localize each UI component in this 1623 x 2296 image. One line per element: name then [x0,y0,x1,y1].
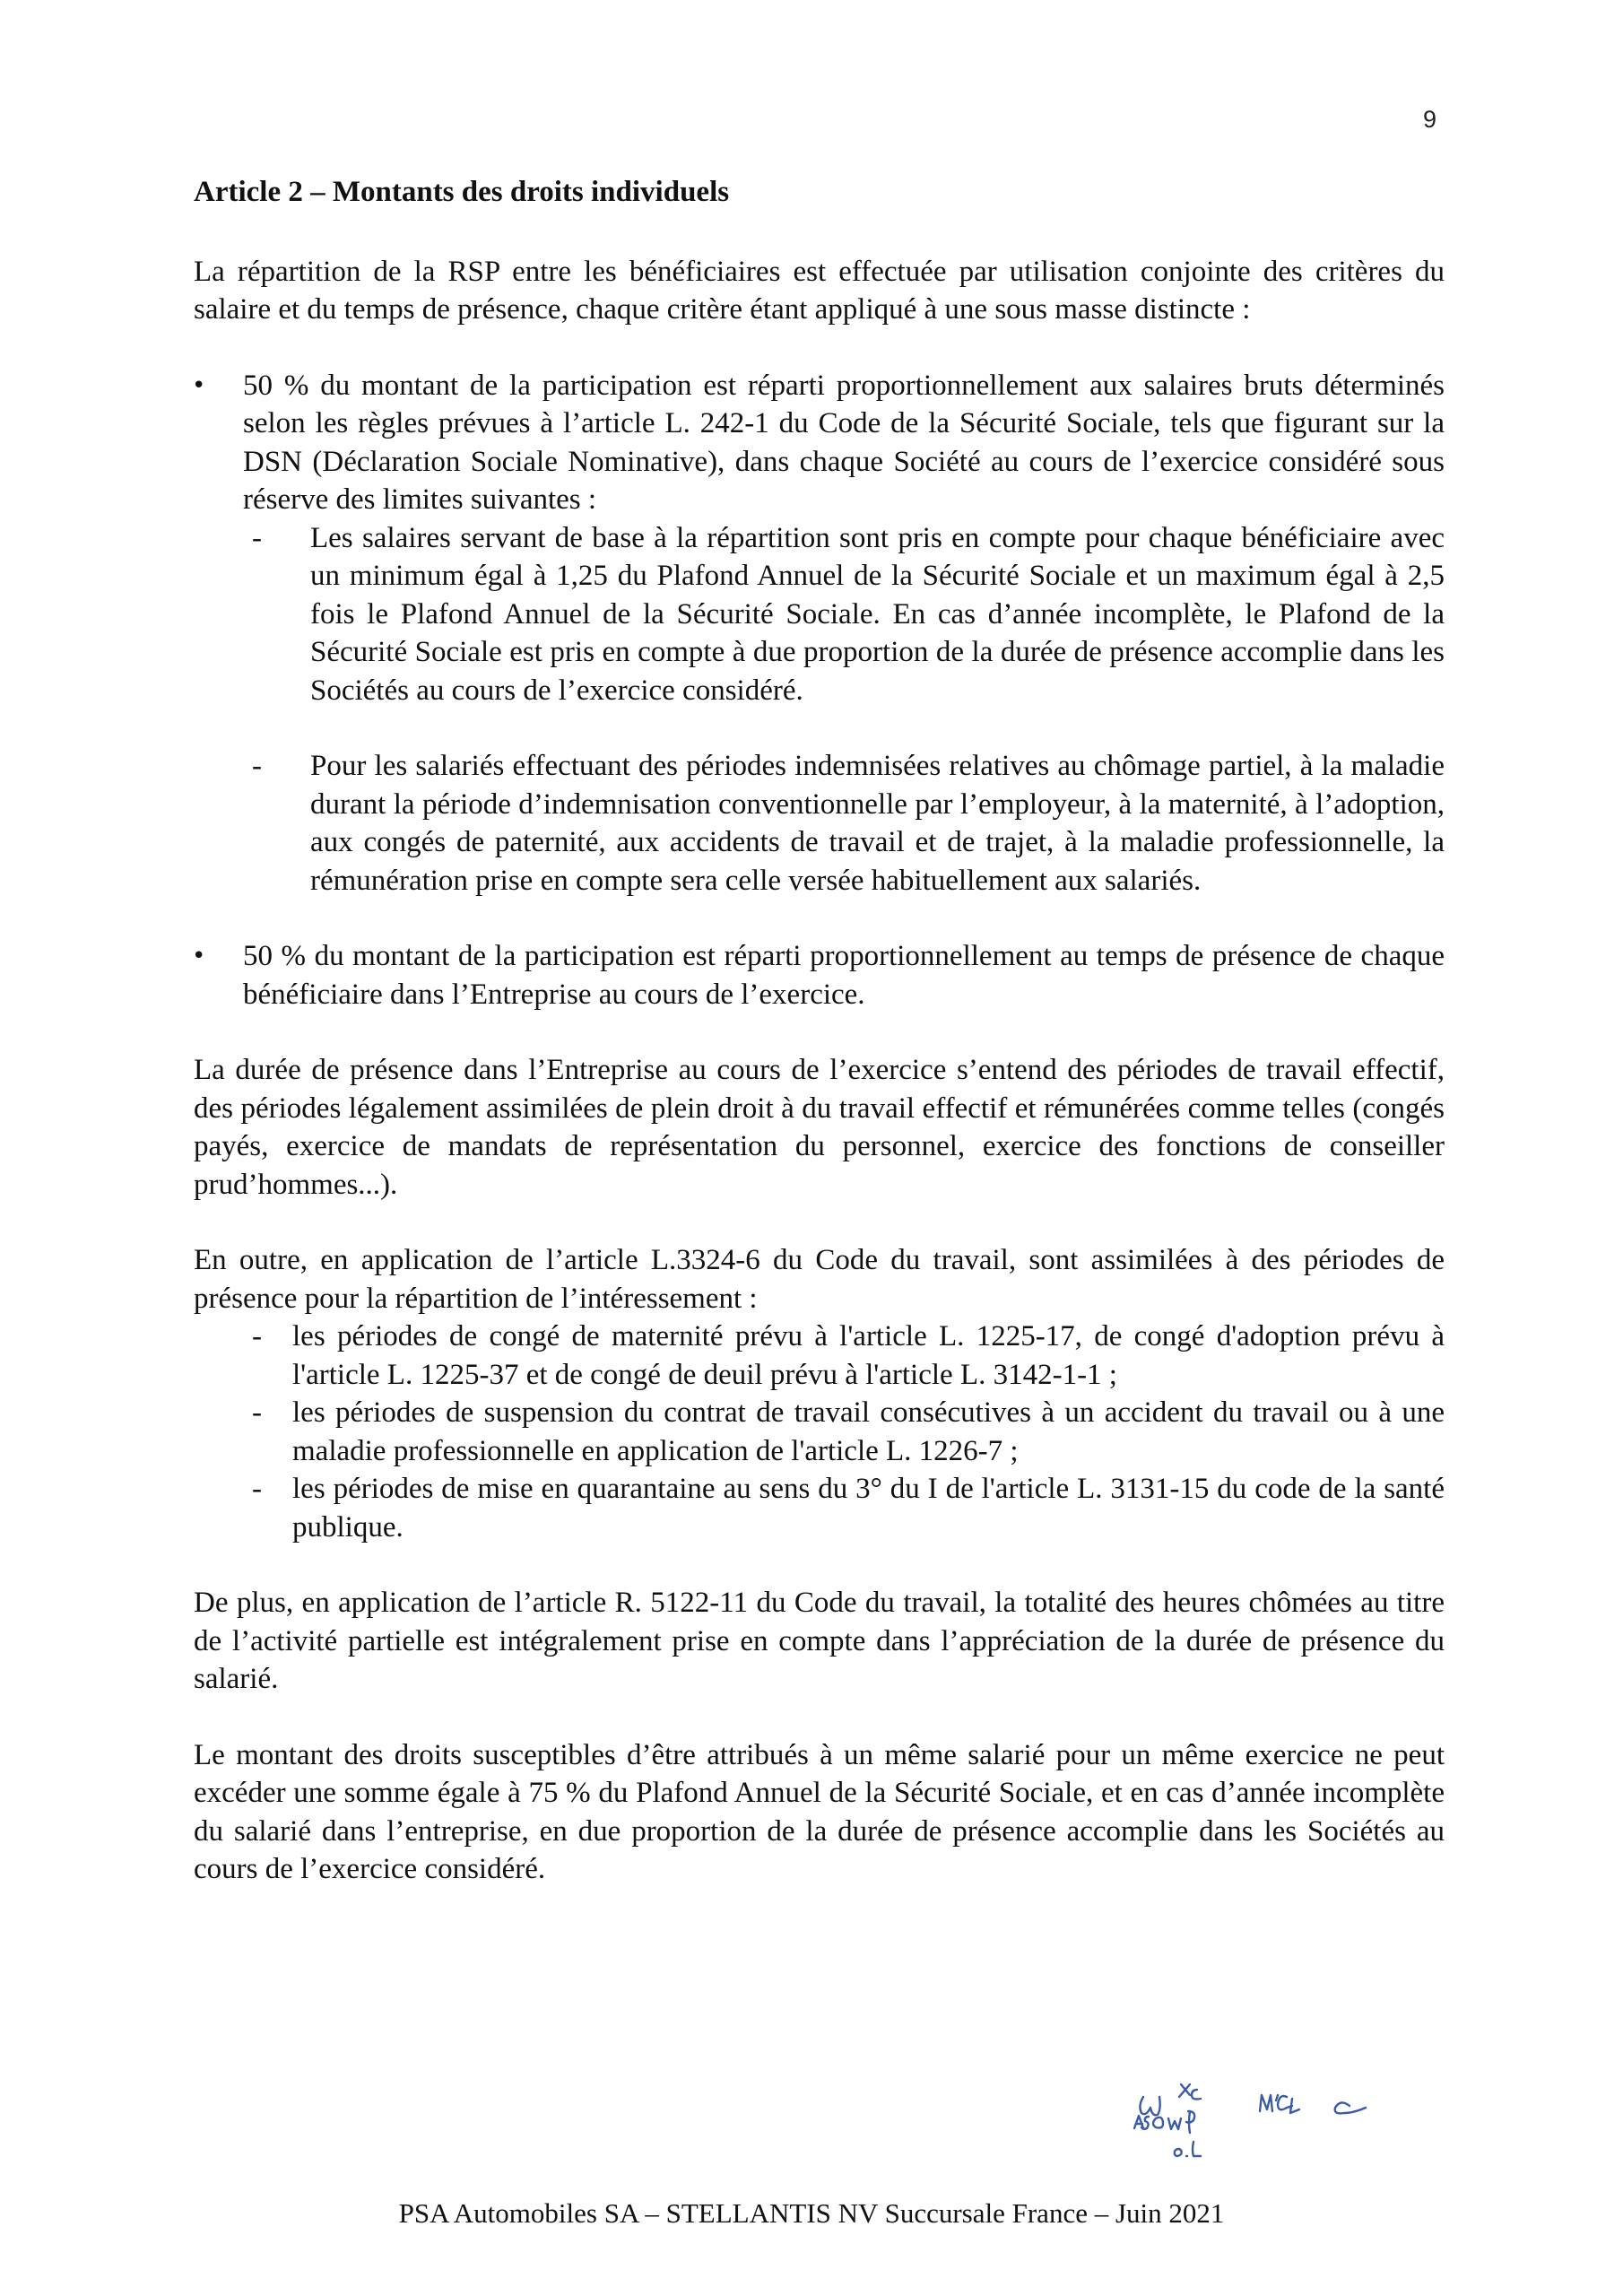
dash-mark: - [252,1473,262,1505]
list-item-text: les périodes de mise en quarantaine au sens du 3° du I de l'article L. 3131-15 du code de la santé publique. [292,1473,1445,1544]
bullet-text: 50 % du montant de la participation est réparti proportionnellement aux salaires bruts déterminés selon les règles prévues à l’article L. 242-1 du Code de la Sécurité Sociale, tels que figurant sur la DSN (Déclaration Sociale Nominative), dans chaque Société au cours de l’exercice considéré sous réserve des limites suivantes : [243,369,1445,516]
assimilated-periods-paragraph: En outre, en application de l’article L.3324-6 du Code du travail, sont assimilées à des périodes de présence pour la répartition de l’intéressement : [194,1244,1445,1315]
list-item [194,747,1445,900]
list-item [194,1318,1445,1394]
list-item [194,519,1445,710]
bullet-item-presence [194,937,1445,1013]
dash-mark: - [252,750,262,782]
dash-mark: - [252,1320,262,1352]
list-item [194,1470,1445,1546]
assimilated-periods-list [194,1318,1445,1546]
list-item-text: les périodes de congé de maternité prévu à l'article L. 1225-17, de congé d'adoption prévu à l'article L. 1225-37 et de congé de deuil prévu à l'article L. 3142-1-1 ; [292,1320,1445,1391]
list-item-text: Les salaires servant de base à la répartition sont pris en compte pour chaque bénéficiaire avec un minimum égal à 1,25 du Plafond Annuel de la Sécurité Sociale et un maximum égal à 2,5 fois le Plafond Annuel de la Sécurité Sociale. En cas d’année incomplète, le Plafond de la Sécurité Sociale est pris en compte à due proportion de la durée de présence accomplie dans les Sociétés au cours de l’exercice considéré. [310,521,1445,707]
article-heading: Article 2 – Montants des droits individuels [194,176,730,208]
ceiling-paragraph: Le montant des droits susceptibles d’être attribués à un même salarié pour un même exercice ne peut excéder une somme égale à 75 % du Plafond Annuel de la Sécurité Sociale, et en cas d’année incomplète du salarié dans l’entreprise, en due proportion de la durée de présence accomplie dans les Sociétés au cours de l’exercice considéré. [194,1738,1445,1885]
list-item [194,1394,1445,1470]
page-footer: PSA Automobiles SA – STELLANTIS NV Succursale France – Juin 2021 [398,2197,1225,2229]
salary-limits-list [194,519,1445,900]
partial-activity-paragraph: De plus, en application de l’article R. 5122-11 du Code du travail, la totalité des heures chômées au titre de l’activité partielle est intégralement prise en compte dans l’appréciation de la durée de présence du salarié. [194,1587,1445,1695]
list-item-text: Pour les salariés effectuant des périodes indemnisées relatives au chômage partiel, à la maladie durant la période d’indemnisation conventionnelle par l’employeur, à la maternité, à l’adoption, aux congés de paternité, aux accidents de travail et de trajet, à la maladie professionnelle, la rémunération prise en compte sera celle versée habituellement aux salariés. [310,750,1445,897]
page-number: 9 [1422,106,1436,133]
bullet-icon: • [192,943,206,970]
bullet-text: 50 % du montant de la participation est réparti proportionnellement au temps de présence de chaque bénéficiaire dans l’Entreprise au cours de l’exercice. [243,940,1445,1011]
presence-duration-paragraph: La durée de présence dans l’Entreprise au cours de l’exercice s’entend des périodes de travail effectif, des périodes légalement assimilées de plein droit à du travail effectif et rémunérées comme telles (congés payés, exercice de mandats de représentation du personnel, exercice des fonctions de conseiller prud’hommes...). [194,1054,1445,1201]
list-item-text: les périodes de suspension du contrat de travail consécutives à un accident du travail ou à une maladie professionnelle en application de l'article L. 1226-7 ; [292,1396,1445,1467]
dash-mark: - [252,1396,262,1429]
dash-mark: - [252,521,262,554]
document-body [194,173,1445,1926]
intro-paragraph: La répartition de la RSP entre les bénéficiaires est effectuée par utilisation conjointe des critères du salaire et du temps de présence, chaque critère étant appliqué à une sous masse distincte : [194,255,1445,326]
bullet-icon: • [192,371,206,399]
handwritten-initials-icon [1125,2079,1421,2178]
initials-signatures [1125,2079,1421,2178]
bullet-item-salary [194,367,1445,519]
